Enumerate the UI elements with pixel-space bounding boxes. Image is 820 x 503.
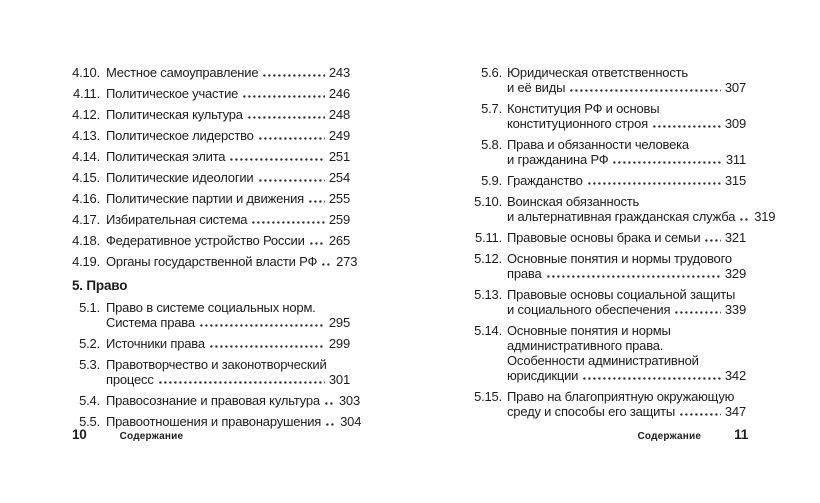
toc-entry-page: 243 — [328, 65, 350, 80]
toc-entry-title: Избирательная система — [106, 212, 248, 227]
dot-leader — [675, 311, 721, 314]
dot-leader — [547, 275, 721, 278]
toc-entry-title: Местное самоуправление — [106, 65, 259, 80]
toc-entry-page: 254 — [328, 170, 350, 185]
dot-leader — [705, 239, 721, 242]
dot-leader — [322, 263, 332, 266]
toc-entry — [471, 65, 746, 95]
dot-leader — [309, 200, 325, 203]
toc-entry-body — [507, 323, 746, 383]
toc-entry-body — [106, 336, 350, 351]
toc-entry — [72, 233, 350, 248]
footer-page-number: 11 — [734, 427, 748, 442]
toc-entry-title-line: Право в системе социальных норм. — [106, 300, 316, 315]
left-page-footer — [72, 427, 183, 442]
toc-entry — [72, 254, 358, 269]
toc-entry-title: конституционного строя — [507, 116, 648, 131]
toc-entry-title: Политическая элита — [106, 149, 226, 164]
toc-entry-page: 259 — [328, 212, 350, 227]
toc-entry — [72, 336, 350, 351]
toc-entry-number: 5.1. — [79, 300, 100, 315]
right-page-footer — [638, 427, 748, 442]
toc-entry-number: 5.12. — [474, 251, 502, 266]
toc-entry-page: 301 — [328, 372, 350, 387]
toc-entry-page: 321 — [724, 230, 746, 245]
toc-entry-number: 4.17. — [72, 212, 100, 227]
toc-entry-title-line: Правовые основы социальной защиты — [507, 287, 736, 302]
dot-leader — [325, 402, 335, 405]
toc-entry-page: 295 — [328, 315, 350, 330]
toc-entry-number: 4.14. — [72, 149, 100, 164]
toc-entry-body — [106, 254, 358, 269]
toc-entry-title: Политические партии и движения — [106, 191, 304, 206]
toc-entry — [471, 251, 746, 281]
toc-entry-title: юрисдикции — [507, 368, 579, 383]
toc-entry-body — [507, 194, 776, 224]
toc-entry-title: Правосознание и правовая культура — [106, 393, 320, 408]
dot-leader — [259, 137, 325, 140]
toc-entry-body — [507, 251, 746, 281]
toc-entry-body — [106, 393, 360, 408]
toc-entry-title-line: административного права. — [507, 338, 664, 353]
toc-entry-number: 4.11. — [73, 86, 100, 101]
toc-entry-body — [106, 149, 350, 164]
toc-entry-body — [507, 101, 746, 131]
toc-entry-title: и альтернативная гражданская служба — [507, 209, 736, 224]
toc-entry-title-line: Конституция РФ и основы — [507, 101, 660, 116]
toc-entry-title: Политическая культура — [106, 107, 243, 122]
toc-entry-page: 307 — [724, 80, 746, 95]
toc-entry-number: 5.3. — [79, 357, 100, 372]
toc-entry-number: 5.9. — [481, 173, 502, 188]
section-heading: 5. Право — [72, 278, 128, 293]
toc-entry-body — [507, 389, 746, 419]
toc-entry-title: Политическое лидерство — [106, 128, 254, 143]
toc-entry-page: 311 — [725, 152, 746, 167]
dot-leader — [740, 218, 750, 221]
toc-entry — [471, 194, 776, 224]
toc-entry-body — [106, 357, 350, 387]
toc-entry-title: процесс — [106, 372, 154, 387]
dot-leader — [259, 179, 325, 182]
toc-entry-body — [106, 191, 350, 206]
toc-entry-page: 255 — [328, 191, 350, 206]
toc-entry — [471, 389, 746, 419]
toc-entry-title-line: Правотворчество и законотворческий — [106, 357, 327, 372]
toc-entry — [471, 137, 746, 167]
toc-entry-number: 4.13. — [72, 128, 100, 143]
toc-entry-page: 315 — [724, 173, 746, 188]
toc-entry — [471, 287, 746, 317]
toc-entry-body — [507, 287, 746, 317]
toc-entry-body — [507, 137, 746, 167]
toc-entry-page: 251 — [328, 149, 350, 164]
toc-entry-title: Система права — [106, 315, 195, 330]
toc-entry — [72, 149, 350, 164]
toc-entry-number: 5.15. — [474, 389, 502, 404]
toc-entry — [72, 65, 350, 80]
toc-entry-title-line: Основные понятия и нормы — [507, 323, 671, 338]
toc-entry-title-line: Основные понятия и нормы трудового — [507, 251, 732, 266]
right-page — [471, 65, 776, 425]
dot-leader — [326, 423, 336, 426]
toc-entry — [72, 128, 350, 143]
toc-entry — [72, 393, 360, 408]
toc-entry-body — [106, 212, 350, 227]
toc-entry-number: 4.18. — [72, 233, 100, 248]
toc-entry-title: и гражданина РФ — [507, 152, 609, 167]
toc-entry-number: 5.11. — [475, 230, 502, 245]
toc-entry-number: 5.14. — [474, 323, 502, 338]
left-page — [72, 65, 362, 435]
toc-entry-number: 5.5. — [79, 414, 100, 429]
toc-entry-title: Органы государственной власти РФ — [106, 254, 318, 269]
toc-entry-body — [507, 65, 746, 95]
toc-entry-title-line: Воинская обязанность — [507, 194, 640, 209]
toc-entry-body — [106, 65, 350, 80]
toc-entry-title: и социального обеспечения — [507, 302, 671, 317]
footer-running-title: Содержание — [119, 431, 184, 442]
dot-leader — [230, 158, 325, 161]
toc-entry-title: Политическое участие — [106, 86, 239, 101]
toc-entry-page: 309 — [724, 116, 746, 131]
toc-entry-number: 5.4. — [79, 393, 100, 408]
toc-entry-page: 347 — [724, 404, 746, 419]
toc-entry-body — [106, 107, 350, 122]
dot-leader — [310, 242, 325, 245]
dot-leader — [252, 221, 325, 224]
dot-leader — [210, 345, 325, 348]
toc-entry-number: 5.10. — [474, 194, 502, 209]
toc-entry-body — [106, 233, 350, 248]
toc-entry-page: 319 — [754, 209, 776, 224]
toc-entry-title-line: Особенности административной — [507, 353, 699, 368]
toc-entry-page: 246 — [328, 86, 350, 101]
toc-entry — [72, 212, 350, 227]
dot-leader — [243, 95, 325, 98]
toc-entry-page: 329 — [724, 266, 746, 281]
toc-entry-body — [106, 300, 350, 330]
toc-entry-page: 299 — [328, 336, 350, 351]
toc-entry-page: 273 — [336, 254, 358, 269]
dot-leader — [263, 74, 325, 77]
toc-entry-title: Политические идеологии — [106, 170, 254, 185]
footer-page-number: 10 — [72, 427, 87, 442]
dot-leader — [613, 161, 721, 164]
dot-leader — [200, 324, 325, 327]
toc-entry — [471, 173, 746, 188]
dot-leader — [248, 116, 325, 119]
toc-entry — [72, 170, 350, 185]
toc-entry-title-line: Права и обязанности человека — [507, 137, 689, 152]
toc-entry-number: 4.10. — [72, 65, 100, 80]
toc-entry — [471, 101, 746, 131]
dot-leader — [680, 413, 721, 416]
dot-leader — [583, 377, 721, 380]
toc-entry-title: среду и способы его защиты — [507, 404, 676, 419]
toc-entry-title: Правовые основы брака и семьи — [507, 230, 701, 245]
footer-running-title: Содержание — [637, 431, 702, 442]
toc-entry-body — [106, 170, 350, 185]
toc-entry-number: 4.19. — [72, 254, 100, 269]
toc-entry-page: 249 — [328, 128, 350, 143]
toc-entry — [72, 300, 350, 330]
toc-entry-title-line: Юридическая ответственность — [507, 65, 688, 80]
toc-entry-page: 304 — [340, 414, 362, 429]
toc-entry-title: Источники права — [106, 336, 205, 351]
toc-entry — [72, 357, 350, 387]
toc-entry — [471, 323, 746, 383]
toc-entry-number: 5.6. — [481, 65, 502, 80]
toc-entry-number: 5.8. — [481, 137, 502, 152]
toc-entry-body — [507, 230, 746, 245]
toc-entry-page: 265 — [328, 233, 350, 248]
toc-entry-number: 4.15. — [72, 170, 100, 185]
toc-entry-number: 5.7. — [481, 101, 502, 116]
toc-entry — [72, 86, 350, 101]
toc-entry — [72, 107, 350, 122]
toc-entry-page: 303 — [338, 393, 360, 408]
dot-leader — [653, 125, 721, 128]
toc-entry-page: 248 — [328, 107, 350, 122]
toc-entry-title: Гражданство — [507, 173, 583, 188]
toc-entry-body — [507, 173, 746, 188]
toc-entry-number: 4.16. — [72, 191, 100, 206]
dot-leader — [588, 182, 721, 185]
toc-entry-number: 5.2. — [79, 336, 100, 351]
toc-entry-number: 4.12. — [72, 107, 100, 122]
toc-entry-title: Правоотношения и правонарушения — [106, 414, 322, 429]
toc-entry — [72, 191, 350, 206]
toc-entry-body — [106, 86, 350, 101]
toc-entry-page: 339 — [724, 302, 746, 317]
toc-entry — [471, 230, 746, 245]
toc-entry-body — [106, 128, 350, 143]
dot-leader — [159, 381, 325, 384]
toc-entry-title: Федеративное устройство России — [106, 233, 305, 248]
toc-entry-title: права — [507, 266, 542, 281]
dot-leader — [570, 89, 721, 92]
toc-entry-title: и её виды — [507, 80, 566, 95]
toc-entry-title-line: Право на благоприятную окружающую — [507, 389, 735, 404]
toc-entry-number: 5.13. — [474, 287, 502, 302]
toc-entry-page: 342 — [724, 368, 746, 383]
